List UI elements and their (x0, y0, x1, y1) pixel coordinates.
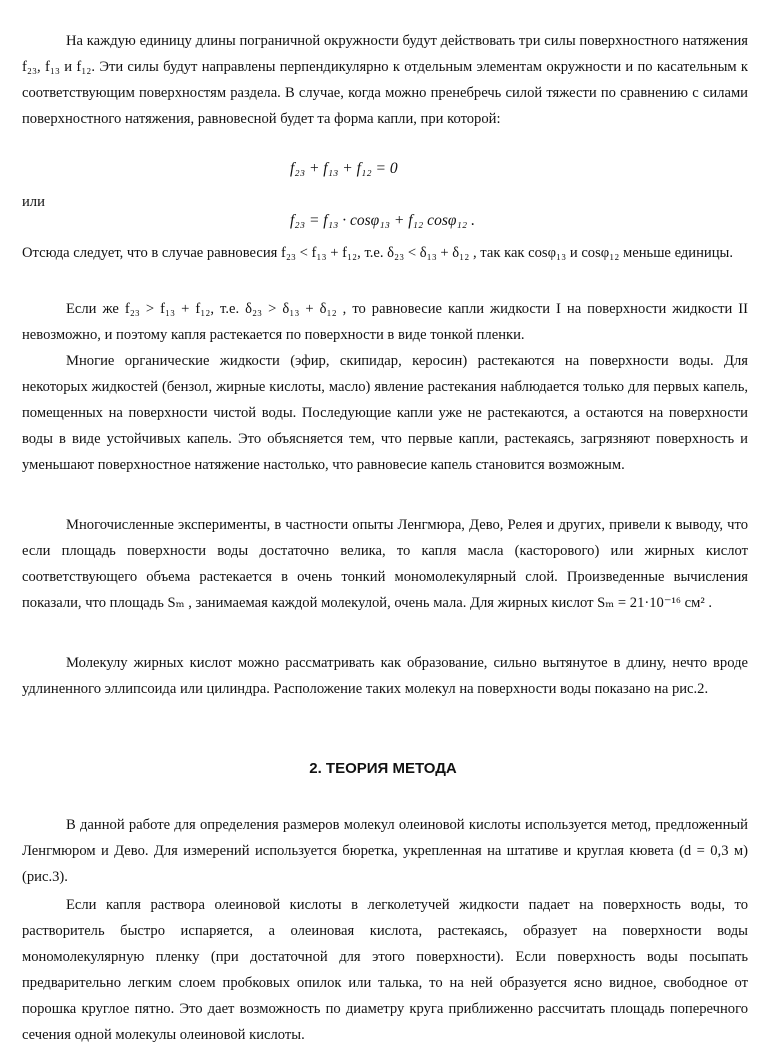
paragraph-oleic-acid-film: Если капля раствора олеиновой кислоты в легколетучей жидкости падает на поверхность воды, то растворитель быстро испаряется, а олеиновая кислота, растекаясь, образует на поверхности воды мономолекулярную пленку (при достаточной для этого поверхности). Если поверхность воды посыпать предварительно легким слоем пробковых опилок или талька, то на ней образуется ясно видное, свободное от порошка круглое пятно. Это дает возможность по диаметру круга приближенно рассчитать площадь поперечного сечения одной молекулы олеиновой кислоты. (22, 897, 748, 1043)
paragraph-monomolecular-layer: Многочисленные эксперименты, в частности опыты Ленгмюра, Дево, Релея и других, привели к выводу, что если площадь поверхности воды достаточно велика, то капля масла (касторового) или жирных кислот соответствующего объема растекается в очень тонкий мономолекулярный слой. Произведенные вычисления показали, что площадь Sₘ , занимаемая каждой молекулой, очень мала. Для жирных кислот Sₘ = 21·10⁻¹⁶ см² . (22, 517, 748, 611)
section-heading: 2. ТЕОРИЯ МЕТОДА (309, 760, 457, 777)
paragraph-surface-tension-forces: На каждую единицу длины пограничной окружности будут действовать три силы поверхностного натяжения f₂₃, f₁₃ и f₁₂. Эти силы будут направлены перпендикулярно к отдельным элементам окружности и по касательным к соответствующим поверхностям раздела. В случае, когда можно пренебречь силой тяжести по сравнению с силами поверхностного натяжения, равновесной будет та форма капли, при которой: (22, 33, 748, 127)
paragraph-method: В данной работе для определения размеров молекул олеиновой кислоты используется метод, предложенный Ленгмюром и Дево. Для измерений используется бюретка, укрепленная на штативе и круглая кювета (d = 0,3 м) (рис.3). (22, 817, 748, 885)
paragraph-organic-liquids: Многие органические жидкости (эфир, скипидар, керосин) растекаются на поверхности воды. Для некоторых жидкостей (бензол, жирные кислоты, масло) явление растекания наблюдается только для первых капель, помещенных на поверхности чистой воды. Последующие капли уже не растекаются, а остаются на поверхности воды в виде устойчивых капель. Это объясняется тем, что первые капли, растекаясь, загрязняют поверхность и уменьшают поверхностное натяжение настолько, что равновесие капель становится возможным. (22, 353, 748, 473)
equation-projection: f₂₃ = f₁₃ · cosφ₁₃ + f₁₂ cosφ₁₂ . (290, 212, 475, 229)
text-ili: или (22, 194, 45, 210)
equation-force-balance: f₂₃ + f₁₃ + f₁₂ = 0 (290, 160, 398, 177)
paragraph-molecule-shape: Молекулу жирных кислот можно рассматривать как образование, сильно вытянутое в длину, нечто вроде удлиненного эллипсоида или цилиндра. Расположение таких молекул на поверхности воды показано на рис.2. (22, 655, 748, 697)
paragraph-spreading-condition: Если же f₂₃ > f₁₃ + f₁₂, т.е. δ₂₃ > δ₁₃ + δ₁₂ , то равновесие капли жидкости I на поверхности жидкости II невозможно, и поэтому капля растекается по поверхности в виде тонкой пленки. (22, 301, 748, 343)
paragraph-equilibrium-condition: Отсюда следует, что в случае равновесия f₂₃ < f₁₃ + f₁₂, т.е. δ₂₃ < δ₁₃ + δ₁₂ , так как cosφ₁₃ и cosφ₁₂ меньше единицы. (22, 245, 733, 261)
